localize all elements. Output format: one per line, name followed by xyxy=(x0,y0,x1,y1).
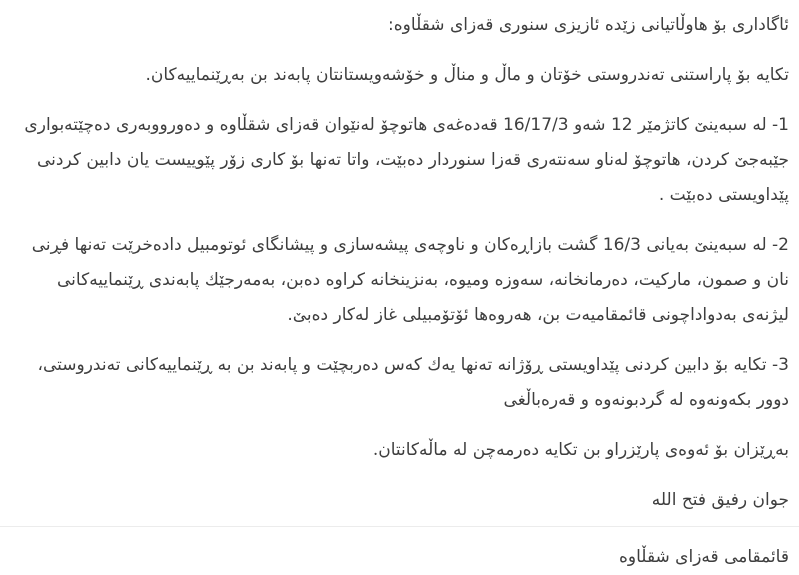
signature-title: قائمقامی قەزای شقڵاوه xyxy=(619,547,789,567)
signature-name: جوان رفیق فتح الله xyxy=(651,490,789,510)
point-3-daily-needs: 3- تکایه بۆ دابین کردنی پێداویستی ڕۆژانه تەنها یەك کەس دەربچێت و پابەند بن به ڕێنماییەکانی تەندروستی، دوور بکەونەوه له گردبونەوه و قەرەباڵغی xyxy=(37,355,789,410)
closing-advice: بەڕێزان بۆ ئەوەی پارێزراو بن تکایه دەرمەچن له ماڵەکانتان. xyxy=(372,440,789,460)
point-2-closures: 2- له سبەینێ بەیانی 16/3 گشت بازاڕەکان و ناوچەی پیشەسازی و پیشانگای ئوتومبیل دادەخرێت تەنها فڕنی نان و صمون، مارکیت، دەرمانخانه، سەوزه ومیوه، بەنزینخانه کراوه دەبن، بەمەرجێك پابەندی ڕێنماییەکانی لیژنەی بەدواداچونی قائمقامیەت بن، هەروەها ئۆتۆمبیلی غاز لەکار دەبێ. xyxy=(31,235,789,325)
intro-instruction: تکایه بۆ پاراستنی تەندروستی خۆتان و ماڵ و مناڵ و خۆشەویستانتان پابەند بن بەڕێنماییەکان. xyxy=(145,65,789,85)
document-title: ئاگاداری بۆ هاوڵاتیانی زێده ئازیزی سنوری قەزای شقڵاوه: xyxy=(388,15,789,35)
point-1-curfew: 1- له سبەینێ کاتژمێر 12 شەو 16/17/3 قەدەغەی هاتوچۆ لەنێوان قەزای شقڵاوه و دەورووبەری دەچێتەبواری جێبەجێ کردن، هاتوچۆ لەناو سەنتەری قەزا سنوردار دەبێت، واتا تەنها بۆ کاری زۆر پێوییست یان دابین کردنی پێداویستی دەبێت . xyxy=(24,115,789,205)
bottom-divider xyxy=(0,526,799,527)
